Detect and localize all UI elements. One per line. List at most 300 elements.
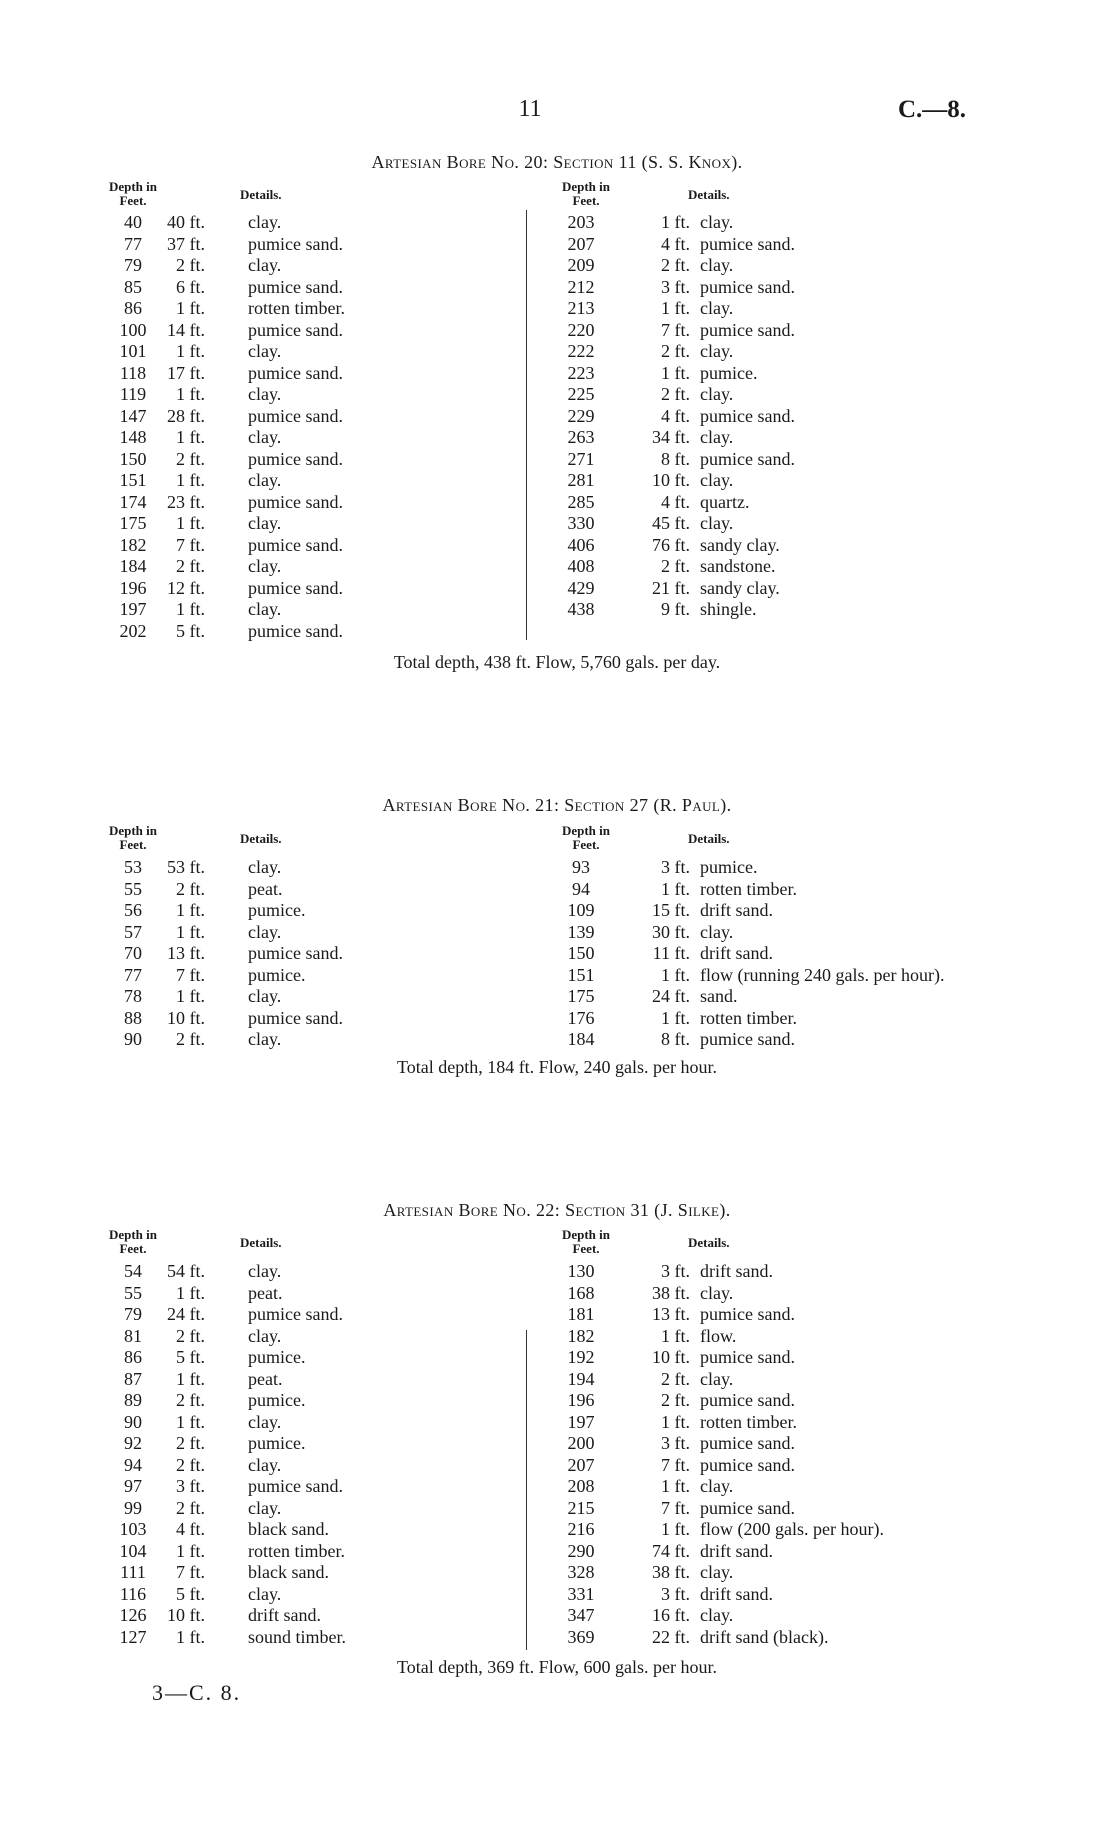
thickness-cell: 10 ft. bbox=[652, 470, 690, 490]
depth-cell: 139 bbox=[567, 921, 595, 942]
depth-cell: 213 bbox=[567, 298, 595, 318]
table-row bbox=[0, 427, 1114, 449]
material-cell: sand. bbox=[700, 986, 738, 1006]
thickness-cell: 2 ft. bbox=[661, 341, 690, 361]
column-divider bbox=[526, 210, 527, 640]
material-cell: clay. bbox=[700, 298, 734, 318]
column-header-depth: Depth in Feet. bbox=[108, 179, 158, 208]
table-row bbox=[0, 341, 1114, 363]
thickness-cell: 4 ft. bbox=[661, 491, 690, 512]
depth-cell: 200 bbox=[567, 1433, 595, 1453]
material-cell: clay. bbox=[700, 1562, 734, 1582]
table-row bbox=[0, 1605, 1114, 1627]
depth-cell: 222 bbox=[567, 341, 595, 361]
material-cell: pumice sand. bbox=[700, 1497, 795, 1518]
thickness-cell: 3 ft. bbox=[661, 276, 690, 297]
depth-cell: 78 bbox=[124, 986, 142, 1006]
depth-cell: 215 bbox=[567, 1497, 595, 1518]
material-cell: pumice sand. bbox=[248, 491, 343, 512]
thickness-cell: 4 ft. bbox=[176, 1519, 205, 1539]
material-cell: pumice sand. bbox=[700, 1304, 795, 1324]
material-cell: pumice. bbox=[248, 1433, 306, 1453]
material-cell: pumice sand. bbox=[700, 1347, 795, 1367]
material-cell: clay. bbox=[248, 857, 282, 877]
material-cell: pumice. bbox=[248, 1347, 306, 1367]
depth-cell: 212 bbox=[567, 276, 595, 297]
material-cell: sandstone. bbox=[700, 556, 776, 576]
table-row bbox=[0, 1455, 1114, 1477]
material-cell: clay. bbox=[248, 1497, 282, 1518]
material-cell: pumice sand. bbox=[700, 405, 795, 426]
thickness-cell: 30 ft. bbox=[652, 921, 690, 942]
material-cell: clay. bbox=[700, 255, 734, 275]
material-cell: pumice sand. bbox=[700, 276, 795, 297]
material-cell: rotten timber. bbox=[700, 878, 797, 899]
depth-cell: 54 bbox=[124, 1261, 142, 1281]
depth-cell: 86 bbox=[124, 298, 142, 318]
column-header-depth: Depth in Feet. bbox=[561, 823, 611, 852]
thickness-cell: 12 ft. bbox=[167, 577, 205, 598]
depth-cell: 196 bbox=[567, 1390, 595, 1410]
thickness-cell: 24 ft. bbox=[652, 986, 690, 1006]
thickness-cell: 1 ft. bbox=[176, 470, 205, 490]
thickness-cell: 1 ft. bbox=[176, 1540, 205, 1561]
material-cell: pumice sand. bbox=[700, 319, 795, 340]
depth-cell: 168 bbox=[567, 1282, 595, 1303]
column-header-details: Details. bbox=[240, 187, 282, 202]
material-cell: sound timber. bbox=[248, 1626, 346, 1647]
material-cell: drift sand. bbox=[700, 1261, 773, 1281]
thickness-cell: 2 ft. bbox=[176, 1454, 205, 1475]
thickness-cell: 1 ft. bbox=[176, 298, 205, 318]
section-title bbox=[0, 1200, 1114, 1221]
depth-cell: 197 bbox=[567, 1411, 595, 1432]
material-cell: pumice sand. bbox=[700, 448, 795, 469]
thickness-cell: 16 ft. bbox=[652, 1605, 690, 1625]
depth-cell: 109 bbox=[567, 900, 595, 920]
depth-cell: 79 bbox=[124, 1304, 142, 1324]
table-row bbox=[0, 1369, 1114, 1391]
thickness-cell: 2 ft. bbox=[176, 1325, 205, 1346]
material-cell: drift sand. bbox=[248, 1605, 321, 1625]
depth-cell: 86 bbox=[124, 1347, 142, 1367]
material-cell: peat. bbox=[248, 878, 283, 899]
thickness-cell: 1 ft. bbox=[661, 298, 690, 318]
thickness-cell: 2 ft. bbox=[661, 1390, 690, 1410]
depth-cell: 263 bbox=[567, 427, 595, 447]
section-total: Total depth, 438 ft. Flow, 5,760 gals. per day. bbox=[393, 652, 721, 672]
thickness-cell: 1 ft. bbox=[176, 986, 205, 1006]
thickness-cell: 2 ft. bbox=[176, 1390, 205, 1410]
material-cell: clay. bbox=[248, 986, 282, 1006]
thickness-cell: 1 ft. bbox=[176, 513, 205, 533]
depth-cell: 40 bbox=[124, 212, 142, 232]
thickness-cell: 2 ft. bbox=[176, 255, 205, 275]
material-cell: quartz. bbox=[700, 491, 750, 512]
depth-cell: 85 bbox=[124, 276, 142, 297]
column-header-depth: Depth in Feet. bbox=[561, 1227, 611, 1256]
depth-cell: 207 bbox=[567, 233, 595, 254]
thickness-cell: 8 ft. bbox=[661, 1029, 690, 1049]
depth-cell: 77 bbox=[124, 964, 142, 985]
table-row bbox=[0, 1390, 1114, 1412]
table-row bbox=[0, 1476, 1114, 1498]
table-row bbox=[0, 513, 1114, 535]
thickness-cell: 2 ft. bbox=[661, 255, 690, 275]
material-cell: drift sand. bbox=[700, 1583, 773, 1604]
table-row bbox=[0, 578, 1114, 600]
thickness-cell: 5 ft. bbox=[176, 620, 205, 641]
depth-cell: 70 bbox=[124, 943, 142, 963]
material-cell: pumice. bbox=[700, 857, 758, 877]
material-cell: flow (200 gals. per hour). bbox=[700, 1519, 884, 1539]
material-cell: clay. bbox=[700, 1605, 734, 1625]
material-cell: clay. bbox=[248, 921, 282, 942]
table-row bbox=[0, 1029, 1114, 1051]
material-cell: flow. bbox=[700, 1325, 737, 1346]
depth-cell: 406 bbox=[567, 534, 595, 555]
thickness-cell: 8 ft. bbox=[661, 448, 690, 469]
table-row bbox=[0, 384, 1114, 406]
section-title-text: Artesian Bore No. 22: Section 31 (J. Silke). bbox=[383, 1200, 731, 1220]
depth-cell: 99 bbox=[124, 1497, 142, 1518]
thickness-cell: 54 ft. bbox=[167, 1261, 205, 1281]
depth-cell: 79 bbox=[124, 255, 142, 275]
depth-cell: 101 bbox=[119, 341, 147, 361]
depth-cell: 281 bbox=[567, 470, 595, 490]
thickness-cell: 38 ft. bbox=[652, 1562, 690, 1582]
depth-cell: 182 bbox=[567, 1325, 595, 1346]
thickness-cell: 3 ft. bbox=[661, 1583, 690, 1604]
table-row bbox=[0, 277, 1114, 299]
thickness-cell: 10 ft. bbox=[652, 1347, 690, 1367]
section-total: Total depth, 369 ft. Flow, 600 gals. per hour. bbox=[396, 1657, 718, 1677]
depth-cell: 184 bbox=[567, 1029, 595, 1049]
depth-cell: 127 bbox=[119, 1626, 147, 1647]
table-row bbox=[0, 1541, 1114, 1563]
table-row bbox=[0, 492, 1114, 514]
depth-cell: 196 bbox=[119, 577, 147, 598]
table-row bbox=[0, 1412, 1114, 1434]
depth-cell: 330 bbox=[567, 513, 595, 533]
depth-cell: 111 bbox=[120, 1562, 146, 1582]
thickness-cell: 3 ft. bbox=[176, 1476, 205, 1496]
depth-cell: 55 bbox=[124, 1282, 142, 1303]
depth-cell: 209 bbox=[567, 255, 595, 275]
depth-cell: 151 bbox=[567, 964, 595, 985]
material-cell: clay. bbox=[248, 212, 282, 232]
depth-cell: 220 bbox=[567, 319, 595, 340]
thickness-cell: 3 ft. bbox=[661, 1261, 690, 1281]
material-cell: pumice sand. bbox=[248, 1476, 343, 1496]
table-row bbox=[0, 1498, 1114, 1520]
material-cell: clay. bbox=[700, 921, 734, 942]
depth-cell: 328 bbox=[567, 1562, 595, 1582]
thickness-cell: 1 ft. bbox=[661, 362, 690, 383]
depth-cell: 150 bbox=[119, 448, 147, 469]
table-row bbox=[0, 1627, 1114, 1649]
depth-cell: 176 bbox=[567, 1007, 595, 1028]
column-header-details: Details. bbox=[688, 187, 730, 202]
material-cell: clay. bbox=[700, 212, 734, 232]
material-cell: peat. bbox=[248, 1368, 283, 1389]
table-row bbox=[0, 1347, 1114, 1369]
material-cell: clay. bbox=[248, 556, 282, 576]
depth-cell: 347 bbox=[567, 1605, 595, 1625]
material-cell: clay. bbox=[700, 1368, 734, 1389]
thickness-cell: 7 ft. bbox=[176, 1562, 205, 1582]
material-cell: clay. bbox=[700, 427, 734, 447]
thickness-cell: 2 ft. bbox=[176, 1029, 205, 1049]
thickness-cell: 1 ft. bbox=[176, 1282, 205, 1303]
material-cell: clay. bbox=[700, 1476, 734, 1496]
depth-cell: 202 bbox=[119, 620, 147, 641]
thickness-cell: 10 ft. bbox=[167, 1605, 205, 1625]
material-cell: sandy clay. bbox=[700, 534, 780, 555]
material-cell: pumice sand. bbox=[248, 233, 343, 254]
material-cell: pumice sand. bbox=[248, 405, 343, 426]
depth-cell: 147 bbox=[119, 405, 147, 426]
thickness-cell: 1 ft. bbox=[661, 1476, 690, 1496]
material-cell: pumice sand. bbox=[700, 1390, 795, 1410]
column-header-details: Details. bbox=[240, 1235, 282, 1250]
depth-cell: 369 bbox=[567, 1626, 595, 1647]
material-cell: clay. bbox=[700, 384, 734, 404]
material-cell: pumice sand. bbox=[248, 1304, 343, 1324]
thickness-cell: 7 ft. bbox=[661, 1497, 690, 1518]
material-cell: clay. bbox=[700, 1282, 734, 1303]
table-row bbox=[0, 234, 1114, 256]
depth-cell: 229 bbox=[567, 405, 595, 426]
table-row bbox=[0, 1562, 1114, 1584]
depth-cell: 100 bbox=[119, 319, 147, 340]
thickness-cell: 38 ft. bbox=[652, 1282, 690, 1303]
depth-cell: 87 bbox=[124, 1368, 142, 1389]
material-cell: clay. bbox=[248, 1583, 282, 1604]
material-cell: pumice. bbox=[248, 900, 306, 920]
material-cell: sandy clay. bbox=[700, 577, 780, 598]
depth-cell: 104 bbox=[119, 1540, 147, 1561]
thickness-cell: 37 ft. bbox=[167, 233, 205, 254]
page-number: 11 bbox=[518, 96, 542, 122]
thickness-cell: 11 ft. bbox=[652, 943, 690, 963]
thickness-cell: 2 ft. bbox=[176, 556, 205, 576]
table-row bbox=[0, 857, 1114, 879]
thickness-cell: 1 ft. bbox=[661, 212, 690, 232]
thickness-cell: 3 ft. bbox=[661, 857, 690, 877]
depth-cell: 94 bbox=[124, 1454, 142, 1475]
depth-cell: 103 bbox=[119, 1519, 147, 1539]
material-cell: pumice. bbox=[700, 362, 758, 383]
material-cell: pumice sand. bbox=[248, 319, 343, 340]
depth-cell: 175 bbox=[119, 513, 147, 533]
section-title bbox=[0, 795, 1114, 816]
depth-cell: 285 bbox=[567, 491, 595, 512]
table-row bbox=[0, 1283, 1114, 1305]
depth-cell: 53 bbox=[124, 857, 142, 877]
material-cell: clay. bbox=[248, 470, 282, 490]
material-cell: rotten timber. bbox=[248, 298, 345, 318]
thickness-cell: 28 ft. bbox=[167, 405, 205, 426]
material-cell: drift sand (black). bbox=[700, 1626, 829, 1647]
thickness-cell: 1 ft. bbox=[176, 599, 205, 619]
table-row bbox=[0, 449, 1114, 471]
depth-cell: 175 bbox=[567, 986, 595, 1006]
depth-cell: 290 bbox=[567, 1540, 595, 1561]
depth-cell: 438 bbox=[567, 599, 595, 619]
material-cell: pumice sand. bbox=[248, 448, 343, 469]
footer-signature: 3—C. 8. bbox=[152, 1680, 242, 1705]
depth-cell: 216 bbox=[567, 1519, 595, 1539]
thickness-cell: 9 ft. bbox=[661, 599, 690, 619]
thickness-cell: 2 ft. bbox=[176, 1433, 205, 1453]
depth-cell: 118 bbox=[119, 362, 147, 383]
thickness-cell: 1 ft. bbox=[176, 921, 205, 942]
table-row bbox=[0, 621, 1114, 643]
depth-cell: 89 bbox=[124, 1390, 142, 1410]
material-cell: clay. bbox=[248, 513, 282, 533]
material-cell: rotten timber. bbox=[700, 1007, 797, 1028]
depth-cell: 181 bbox=[567, 1304, 595, 1324]
thickness-cell: 13 ft. bbox=[652, 1304, 690, 1324]
material-cell: pumice sand. bbox=[248, 620, 343, 641]
depth-cell: 126 bbox=[119, 1605, 147, 1625]
thickness-cell: 1 ft. bbox=[661, 1007, 690, 1028]
depth-cell: 184 bbox=[119, 556, 147, 576]
material-cell: drift sand. bbox=[700, 943, 773, 963]
table-row bbox=[0, 1008, 1114, 1030]
thickness-cell: 2 ft. bbox=[176, 1497, 205, 1518]
thickness-cell: 1 ft. bbox=[176, 1368, 205, 1389]
material-cell: clay. bbox=[248, 599, 282, 619]
section-total: Total depth, 184 ft. Flow, 240 gals. per hour. bbox=[396, 1057, 718, 1077]
thickness-cell: 7 ft. bbox=[176, 964, 205, 985]
material-cell: flow (running 240 gals. per hour). bbox=[700, 964, 945, 985]
depth-cell: 93 bbox=[572, 857, 590, 877]
depth-cell: 116 bbox=[119, 1583, 147, 1604]
table-row bbox=[0, 922, 1114, 944]
table-row bbox=[0, 406, 1114, 428]
material-cell: pumice sand. bbox=[248, 1007, 343, 1028]
table-row bbox=[0, 1584, 1114, 1606]
depth-cell: 90 bbox=[124, 1029, 142, 1049]
column-header-depth: Depth in Feet. bbox=[108, 1227, 158, 1256]
depth-cell: 57 bbox=[124, 921, 142, 942]
material-cell: clay. bbox=[248, 341, 282, 361]
thickness-cell: 23 ft. bbox=[167, 491, 205, 512]
table-row bbox=[0, 599, 1114, 621]
thickness-cell: 13 ft. bbox=[167, 943, 205, 963]
thickness-cell: 1 ft. bbox=[661, 1411, 690, 1432]
table-row bbox=[0, 1433, 1114, 1455]
thickness-cell: 5 ft. bbox=[176, 1583, 205, 1604]
thickness-cell: 1 ft. bbox=[661, 1519, 690, 1539]
column-header-depth: Depth in Feet. bbox=[561, 179, 611, 208]
material-cell: clay. bbox=[700, 470, 734, 490]
thickness-cell: 34 ft. bbox=[652, 427, 690, 447]
thickness-cell: 7 ft. bbox=[661, 1454, 690, 1475]
material-cell: clay. bbox=[248, 1261, 282, 1281]
material-cell: black sand. bbox=[248, 1562, 329, 1582]
depth-cell: 197 bbox=[119, 599, 147, 619]
depth-cell: 331 bbox=[567, 1583, 595, 1604]
material-cell: clay. bbox=[248, 427, 282, 447]
thickness-cell: 6 ft. bbox=[176, 276, 205, 297]
thickness-cell: 1 ft. bbox=[661, 878, 690, 899]
depth-cell: 408 bbox=[567, 556, 595, 576]
material-cell: clay. bbox=[248, 1411, 282, 1432]
section-title-text: Artesian Bore No. 20: Section 11 (S. S. Knox). bbox=[371, 152, 743, 172]
thickness-cell: 1 ft. bbox=[176, 1626, 205, 1647]
depth-cell: 148 bbox=[119, 427, 147, 447]
thickness-cell: 2 ft. bbox=[661, 556, 690, 576]
material-cell: clay. bbox=[700, 341, 734, 361]
column-header-details: Details. bbox=[240, 831, 282, 846]
depth-cell: 97 bbox=[124, 1476, 142, 1496]
thickness-cell: 4 ft. bbox=[661, 233, 690, 254]
material-cell: rotten timber. bbox=[248, 1540, 345, 1561]
material-cell: pumice sand. bbox=[248, 276, 343, 297]
thickness-cell: 7 ft. bbox=[176, 534, 205, 555]
material-cell: clay. bbox=[248, 1029, 282, 1049]
table-row bbox=[0, 1261, 1114, 1283]
material-cell: pumice. bbox=[248, 1390, 306, 1410]
material-cell: peat. bbox=[248, 1282, 283, 1303]
thickness-cell: 21 ft. bbox=[652, 577, 690, 598]
table-row bbox=[0, 943, 1114, 965]
thickness-cell: 1 ft. bbox=[176, 341, 205, 361]
table-row bbox=[0, 470, 1114, 492]
material-cell: rotten timber. bbox=[700, 1411, 797, 1432]
material-cell: clay. bbox=[248, 1454, 282, 1475]
column-header-details: Details. bbox=[688, 831, 730, 846]
thickness-cell: 24 ft. bbox=[167, 1304, 205, 1324]
column-header-details: Details. bbox=[688, 1235, 730, 1250]
depth-cell: 77 bbox=[124, 233, 142, 254]
material-cell: pumice sand. bbox=[248, 943, 343, 963]
section-title-text: Artesian Bore No. 21: Section 27 (R. Paul). bbox=[382, 795, 732, 815]
thickness-cell: 10 ft. bbox=[167, 1007, 205, 1028]
material-cell: pumice. bbox=[248, 964, 306, 985]
thickness-cell: 40 ft. bbox=[167, 212, 205, 232]
depth-cell: 56 bbox=[124, 900, 142, 920]
depth-cell: 130 bbox=[567, 1261, 595, 1281]
document-code: C.—8. bbox=[898, 96, 967, 123]
thickness-cell: 74 ft. bbox=[652, 1540, 690, 1561]
material-cell: drift sand. bbox=[700, 1540, 773, 1561]
thickness-cell: 7 ft. bbox=[661, 319, 690, 340]
material-cell: pumice sand. bbox=[248, 577, 343, 598]
depth-cell: 119 bbox=[119, 384, 147, 404]
depth-cell: 223 bbox=[567, 362, 595, 383]
depth-cell: 429 bbox=[567, 577, 595, 598]
material-cell: pumice sand. bbox=[248, 362, 343, 383]
table-row bbox=[0, 1519, 1114, 1541]
material-cell: shingle. bbox=[700, 599, 757, 619]
depth-cell: 90 bbox=[124, 1411, 142, 1432]
material-cell: pumice sand. bbox=[700, 1454, 795, 1475]
thickness-cell: 3 ft. bbox=[661, 1433, 690, 1453]
table-row bbox=[0, 298, 1114, 320]
depth-cell: 88 bbox=[124, 1007, 142, 1028]
thickness-cell: 1 ft. bbox=[176, 427, 205, 447]
material-cell: clay. bbox=[248, 384, 282, 404]
thickness-cell: 2 ft. bbox=[661, 1368, 690, 1389]
table-row bbox=[0, 556, 1114, 578]
depth-cell: 151 bbox=[119, 470, 147, 490]
table-row bbox=[0, 535, 1114, 557]
column-header-depth: Depth in Feet. bbox=[108, 823, 158, 852]
